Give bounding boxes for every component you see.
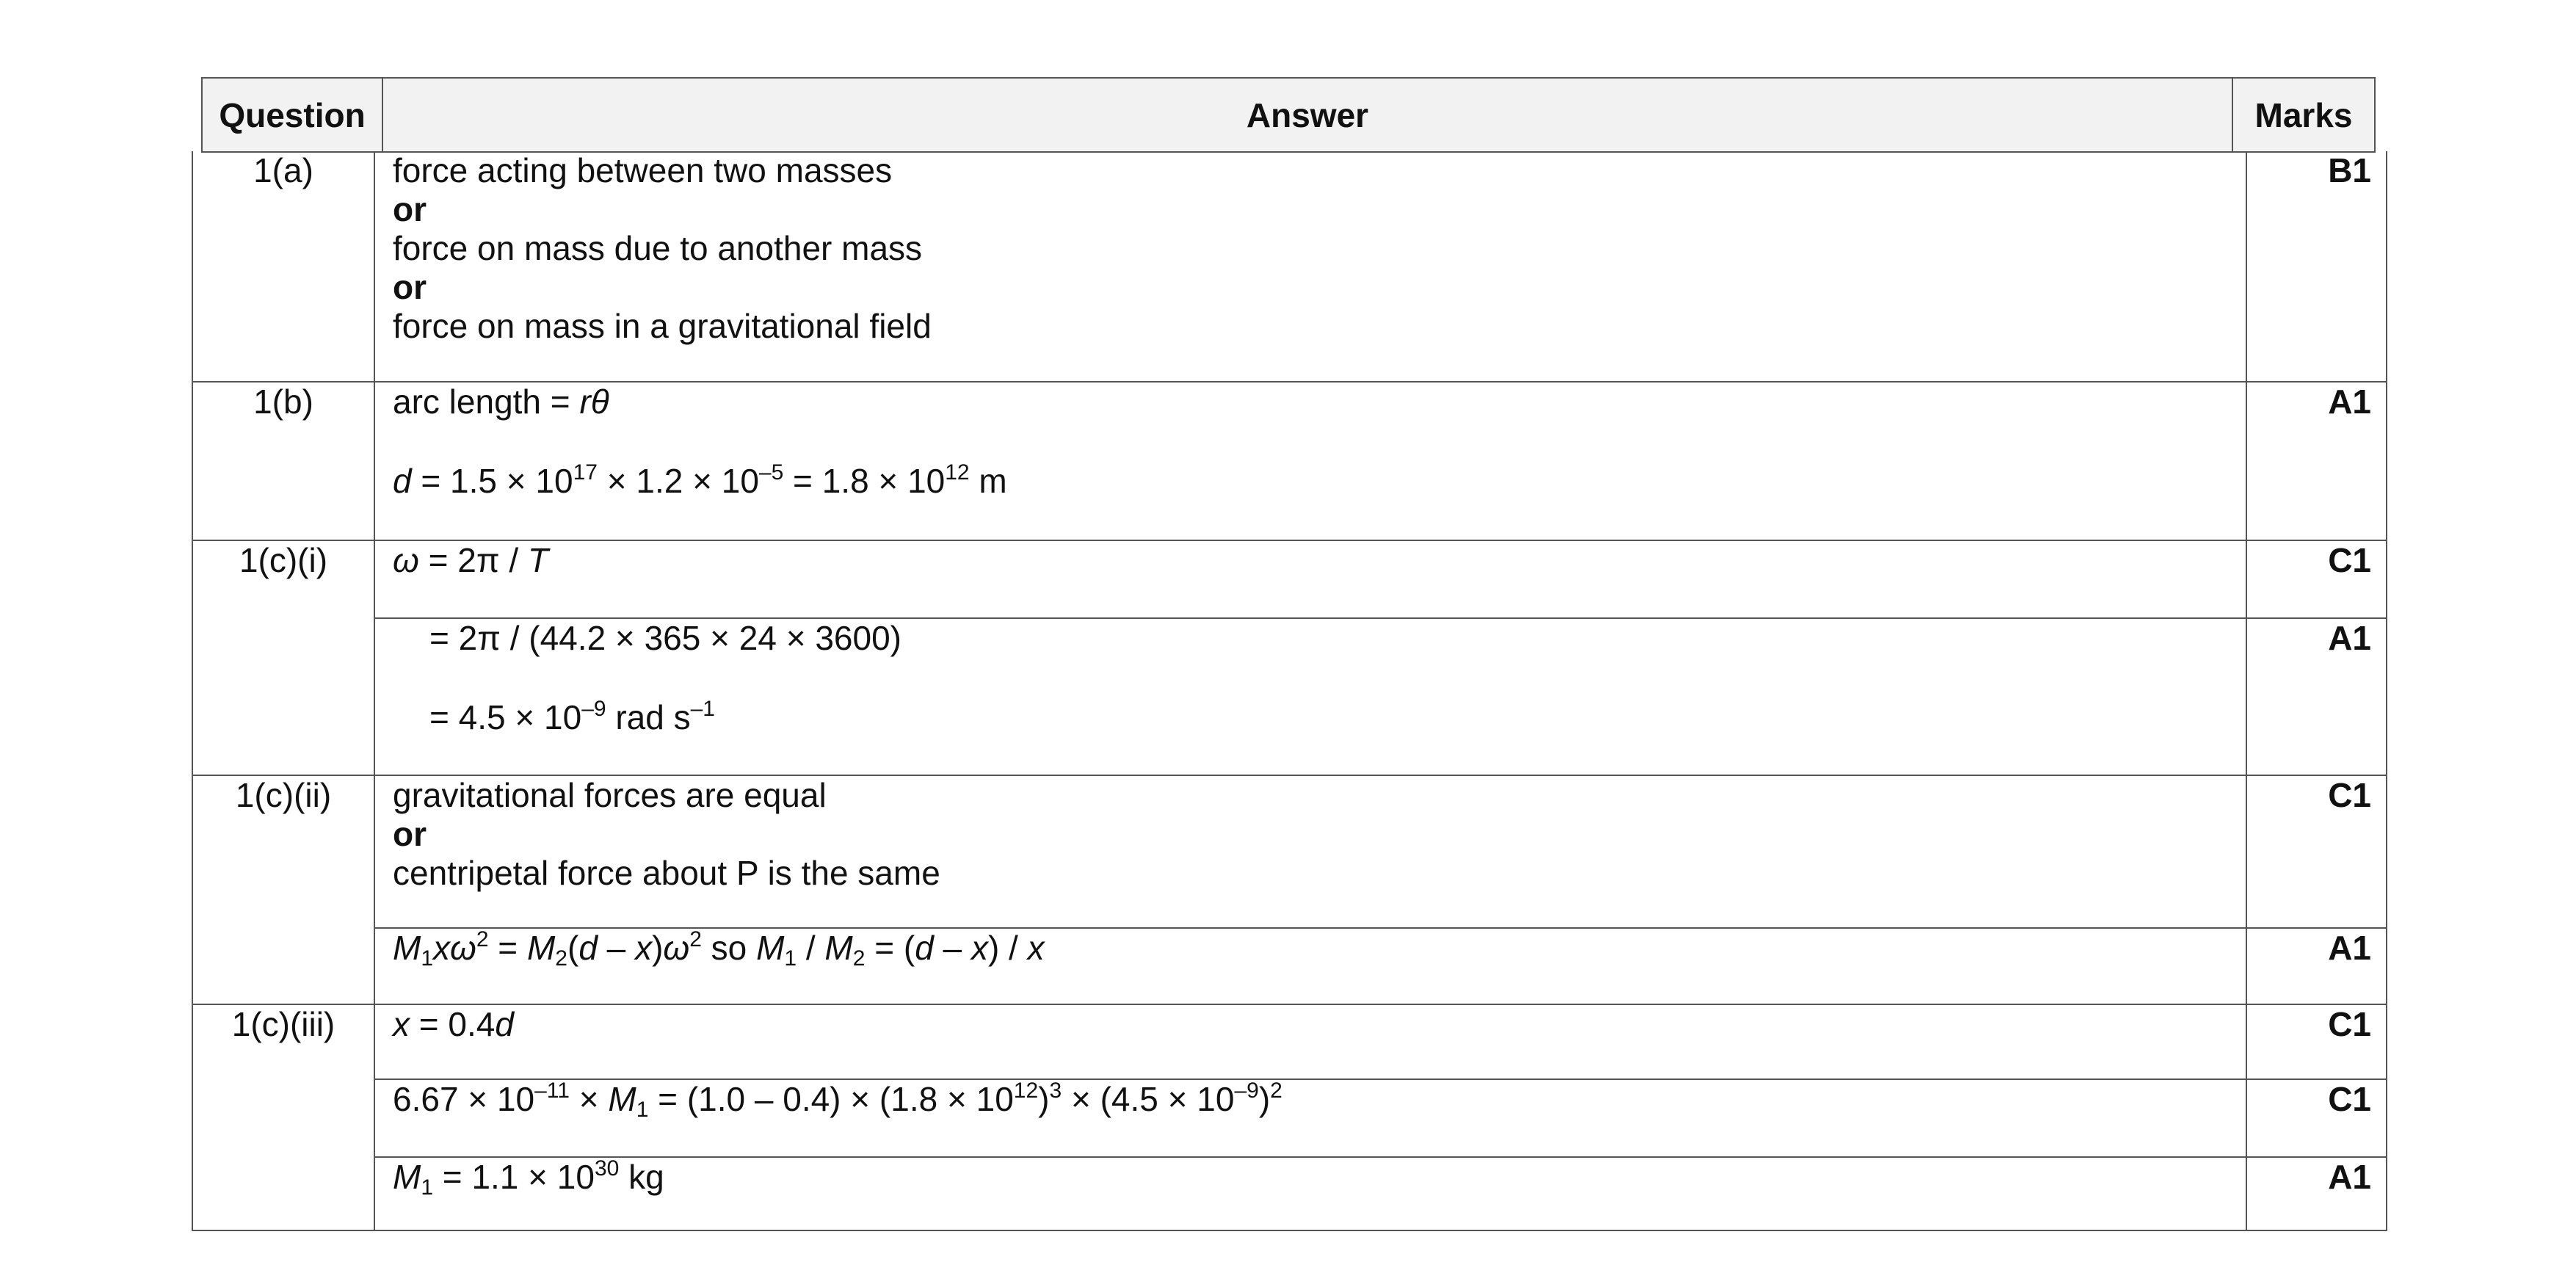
question-label: 1(c)(ii) — [192, 775, 374, 1004]
table-row — [192, 1004, 2387, 1079]
table-row — [192, 1079, 2387, 1157]
mark-cell: A1 — [2246, 928, 2387, 1004]
header-question: Question — [203, 79, 383, 151]
table-row — [192, 1157, 2387, 1230]
answer-cell: gravitational forces are equal or centripetal force about P is the same — [374, 775, 2246, 928]
mark-cell: C1 — [2246, 540, 2387, 618]
mark-cell: C1 — [2246, 1004, 2387, 1079]
header-answer: Answer — [383, 79, 2233, 151]
table-row — [192, 618, 2387, 775]
table-row — [192, 775, 2387, 928]
question-label: 1(b) — [192, 382, 374, 540]
table-row — [192, 151, 2387, 382]
answer-cell: force acting between two masses or force on mass due to another mass or force on mass in a gravitational field — [374, 151, 2246, 382]
mark-scheme-table — [192, 151, 2386, 1230]
header-marks: Marks — [2254, 95, 2353, 134]
table-header — [201, 77, 2376, 153]
answer-cell: x = 0.4d — [374, 1004, 2246, 1079]
mark-cell: A1 — [2246, 618, 2387, 775]
table-row — [192, 928, 2387, 1004]
mark-cell: C1 — [2246, 775, 2387, 928]
answer-cell: $M_1 = 1.1 \times 10^{30}$ kg — [374, 1157, 2246, 1230]
question-label: 1(a) — [192, 151, 374, 382]
table-row — [192, 540, 2387, 618]
question-label: 1(c)(iii) — [192, 1004, 374, 1230]
question-label: 1(c)(i) — [192, 540, 374, 775]
mark-cell: A1 — [2246, 1157, 2387, 1230]
mark-cell: B1 — [2246, 151, 2387, 382]
answer-cell: $6.67 \times 10^{-11} \times M_1 = (1.0 - 0.4) \times (1.8 \times 10^{12})^3 \times (4.5 \times 10^{-9})^2$ — [374, 1079, 2246, 1157]
mark-cell: C1 — [2246, 1079, 2387, 1157]
answer-cell: = 2π / (44.2 × 365 × 24 × 3600) = $4.5 \times 10^{-9}$ rad $s^{-1}$ — [374, 618, 2246, 775]
answer-cell: arc length = rθ $d = 1.5 \times 10^{17} \times 1.2 \times 10^{-5} = 1.8 \times 10^{12}$ m — [374, 382, 2246, 540]
answer-cell: $M_1x\omega^2 = M_2(d - x)\omega^2$ so $M_1 / M_2 = (d - x) / x$ — [374, 928, 2246, 1004]
answer-cell: ω = 2π / T — [374, 540, 2246, 618]
mark-cell: A1 — [2246, 382, 2387, 540]
table-row — [192, 382, 2387, 540]
